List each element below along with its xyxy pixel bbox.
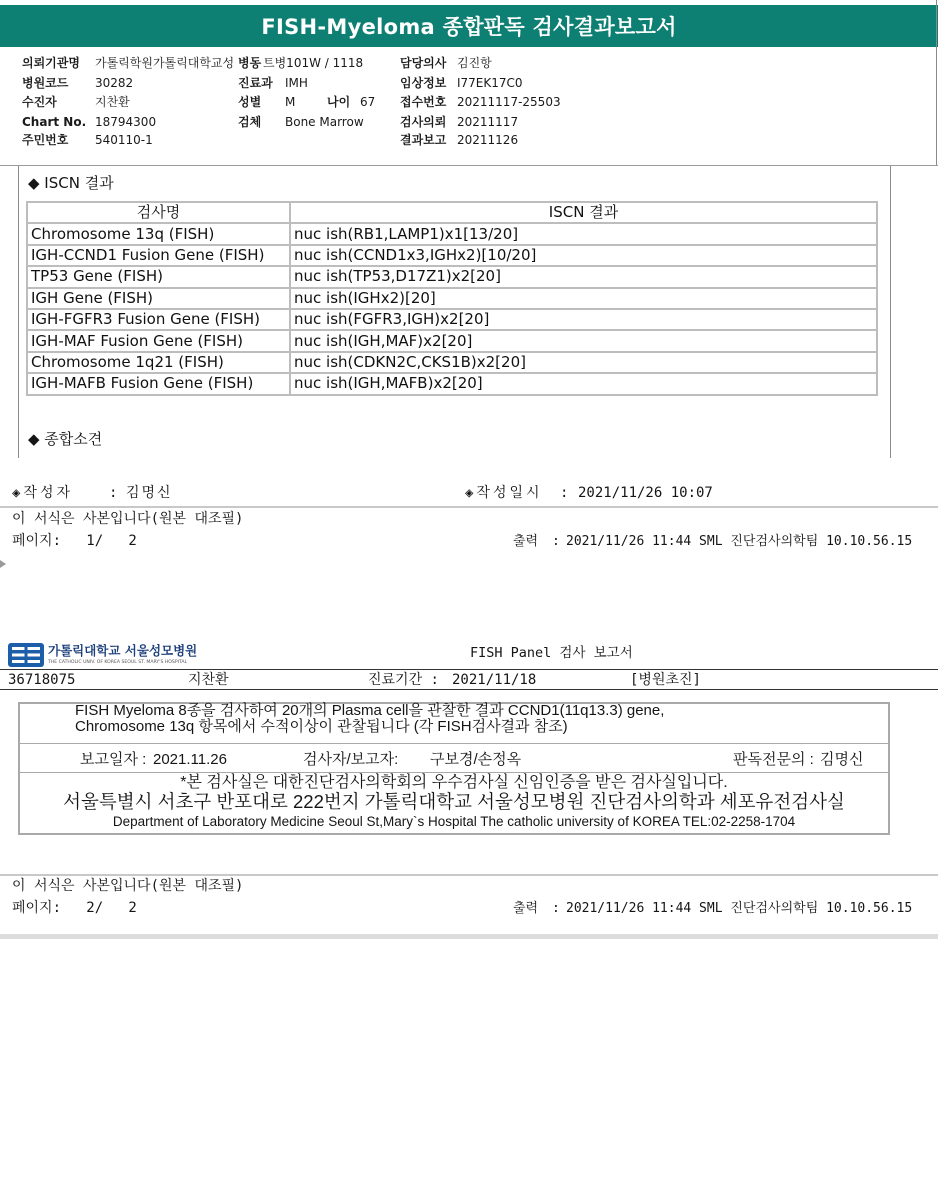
sex-value: M <box>285 95 296 109</box>
care-period-value: 2021/11/18 <box>452 672 537 688</box>
page-number: 페이지: 2/ 2 <box>12 900 137 916</box>
iscn-test-name: IGH-FGFR3 Fusion Gene (FISH) <box>27 309 290 330</box>
age-label: 나이 <box>327 95 351 109</box>
findings-line-2: Chromosome 13q 항목에서 수적이상이 관찰됩니다 (각 FISH검사결과 참조) <box>75 718 568 735</box>
print-separator: : <box>552 901 560 916</box>
iscn-test-name: IGH Gene (FISH) <box>27 288 290 309</box>
report-date-value: 20211126 <box>457 133 519 147</box>
iscn-result: nuc ish(TP53,D17Z1)x2[20] <box>290 266 877 287</box>
iscn-section-title: ◆ ISCN 결과 <box>28 174 114 192</box>
iscn-test-name: TP53 Gene (FISH) <box>27 266 290 287</box>
request-date-label: 검사의뢰 <box>400 115 447 129</box>
author-separator: : <box>109 485 118 501</box>
hospital-logo-icon <box>8 643 44 667</box>
patient-name: 지찬환 <box>188 672 229 688</box>
age-value: 67 <box>360 95 376 109</box>
lab-address-korean: 서울특별시 서초구 반포대로 222번지 가톨릭대학교 서울성모병원 진단검사의학과 세포유전검사실 <box>63 791 845 812</box>
patient-row-top-line <box>0 669 938 670</box>
care-period-label: 진료기간 : <box>368 672 439 688</box>
institution-value: 가톨릭학원가톨릭대학교성 <box>95 56 235 70</box>
accreditation-notice: *본 검사실은 대한진단검사의학회의 우수검사실 신임인증을 받은 검사실입니다. <box>180 774 728 791</box>
hospital-code-label: 병원코드 <box>22 76 69 90</box>
physician-label: 담당의사 <box>400 56 447 70</box>
info-divider <box>0 165 938 166</box>
page-break-marker <box>0 560 6 568</box>
chart-no-value: 18794300 <box>95 115 157 129</box>
written-date-separator: : <box>560 485 569 501</box>
institution-label: 의뢰기관명 <box>22 56 80 70</box>
chart-no-label: Chart No. <box>22 115 87 129</box>
clinical-info-label: 임상정보 <box>400 76 447 90</box>
report-title: FISH-Myeloma 종합판독 검사결과보고서 <box>261 15 677 39</box>
ward-label: 병동 <box>238 56 262 70</box>
print-info: 2021/11/26 11:44 SML 진단검사의학팀 10.10.56.15 <box>566 534 913 549</box>
examiner-value: 구보경/손정옥 <box>430 751 522 768</box>
iscn-row <box>27 245 877 266</box>
iscn-row <box>27 330 877 351</box>
resident-no-label: 주민번호 <box>22 133 69 147</box>
pathologist-value: 김명신 <box>820 751 864 768</box>
specimen-label: 검체 <box>238 115 262 129</box>
physician-value: 김진항 <box>457 56 492 70</box>
iscn-row <box>27 223 877 244</box>
print-label: 출력 <box>513 534 539 549</box>
iscn-header-result: ISCN 결과 <box>290 202 877 223</box>
footer-divider <box>0 874 938 876</box>
iscn-row <box>27 309 877 330</box>
summary-section-title: ◆ 종합소견 <box>28 430 103 448</box>
info-right-border <box>936 0 937 165</box>
request-date-value: 20211117 <box>457 115 519 129</box>
author-label: ◈작성자 <box>12 485 74 501</box>
print-separator: : <box>552 534 560 549</box>
iscn-result: nuc ish(IGHx2)[20] <box>290 288 877 309</box>
iscn-test-name: IGH-CCND1 Fusion Gene (FISH) <box>27 245 290 266</box>
patient-id: 36718075 <box>8 672 76 688</box>
author-value: 김명신 <box>126 485 173 501</box>
hospital-code-value: 30282 <box>95 76 134 90</box>
hospital-logo-subtitle: THE CATHOLIC UNIV. OF KOREA SEOUL ST. MARY'S HOSPITAL <box>48 660 188 665</box>
copy-notice: 이 서식은 사본입니다(원본 대조필) <box>12 878 244 894</box>
print-info: 2021/11/26 11:44 SML 진단검사의학팀 10.10.56.15 <box>566 901 913 916</box>
patient-row-bottom-line <box>0 689 938 690</box>
ward-value: 트병101W / 1118 <box>263 56 364 70</box>
iscn-table <box>26 201 878 396</box>
print-label: 출력 <box>513 901 539 916</box>
accession-value: 20211117-25503 <box>457 95 561 109</box>
report-header-bar <box>0 5 938 47</box>
findings-line-1: FISH Myeloma 8종을 검사하여 20개의 Plasma cell을 관찰한 결과 CCND1(11q13.3) gene, <box>75 702 665 719</box>
page-number: 페이지: 1/ 2 <box>12 533 137 549</box>
iscn-result: nuc ish(CCND1x3,IGHx2)[10/20] <box>290 245 877 266</box>
accession-label: 접수번호 <box>400 95 447 109</box>
iscn-left-border <box>18 166 19 458</box>
iscn-test-name: IGH-MAFB Fusion Gene (FISH) <box>27 373 290 394</box>
iscn-header-row <box>27 202 877 223</box>
resident-no-value: 540110-1 <box>95 133 153 147</box>
page-end-bar <box>0 934 938 939</box>
iscn-row <box>27 288 877 309</box>
iscn-test-name: Chromosome 1q21 (FISH) <box>27 352 290 373</box>
report-date-label: 결과보고 <box>400 133 447 147</box>
clinical-info-value: I77EK17C0 <box>457 76 523 90</box>
examiner-label: 검사자/보고자: <box>303 751 399 768</box>
department-label: 진료과 <box>238 76 273 90</box>
iscn-right-border <box>890 166 891 458</box>
iscn-row <box>27 266 877 287</box>
iscn-result: nuc ish(IGH,MAFB)x2[20] <box>290 373 877 394</box>
iscn-result: nuc ish(CDKN2C,CKS1B)x2[20] <box>290 352 877 373</box>
hospital-logo-name: 가톨릭대학교 서울성모병원 <box>48 643 198 658</box>
iscn-row <box>27 373 877 394</box>
iscn-test-name: Chromosome 13q (FISH) <box>27 223 290 244</box>
patient-value: 지찬환 <box>95 95 130 109</box>
iscn-row <box>27 352 877 373</box>
iscn-result: nuc ish(IGH,MAF)x2[20] <box>290 330 877 351</box>
footer-divider <box>0 506 938 508</box>
iscn-header-test: 검사명 <box>27 202 290 223</box>
report-date-value: 2021.11.26 <box>153 751 227 768</box>
specimen-value: Bone Marrow <box>285 115 364 129</box>
findings-divider <box>18 743 890 744</box>
sex-label: 성별 <box>238 95 262 109</box>
department-value: IMH <box>285 76 308 90</box>
iscn-test-name: IGH-MAF Fusion Gene (FISH) <box>27 330 290 351</box>
signature-divider <box>18 772 890 773</box>
iscn-result: nuc ish(RB1,LAMP1)x1[13/20] <box>290 223 877 244</box>
lab-address-english: Department of Laboratory Medicine Seoul St,Mary`s Hospital The catholic university of KOREA TEL:02-2258-1704 <box>112 814 796 829</box>
pathologist-label: 판독전문의 : <box>733 751 814 768</box>
report-date-label: 보고일자 : <box>80 751 147 768</box>
copy-notice: 이 서식은 사본입니다(원본 대조필) <box>12 511 244 527</box>
panel-report-title: FISH Panel 검사 보고서 <box>470 645 633 661</box>
visit-type: [병원초진] <box>630 672 701 688</box>
iscn-result: nuc ish(FGFR3,IGH)x2[20] <box>290 309 877 330</box>
patient-label: 수진자 <box>22 95 57 109</box>
written-date-value: 2021/11/26 10:07 <box>578 485 713 501</box>
written-date-label: ◈작성일시 <box>465 485 543 501</box>
